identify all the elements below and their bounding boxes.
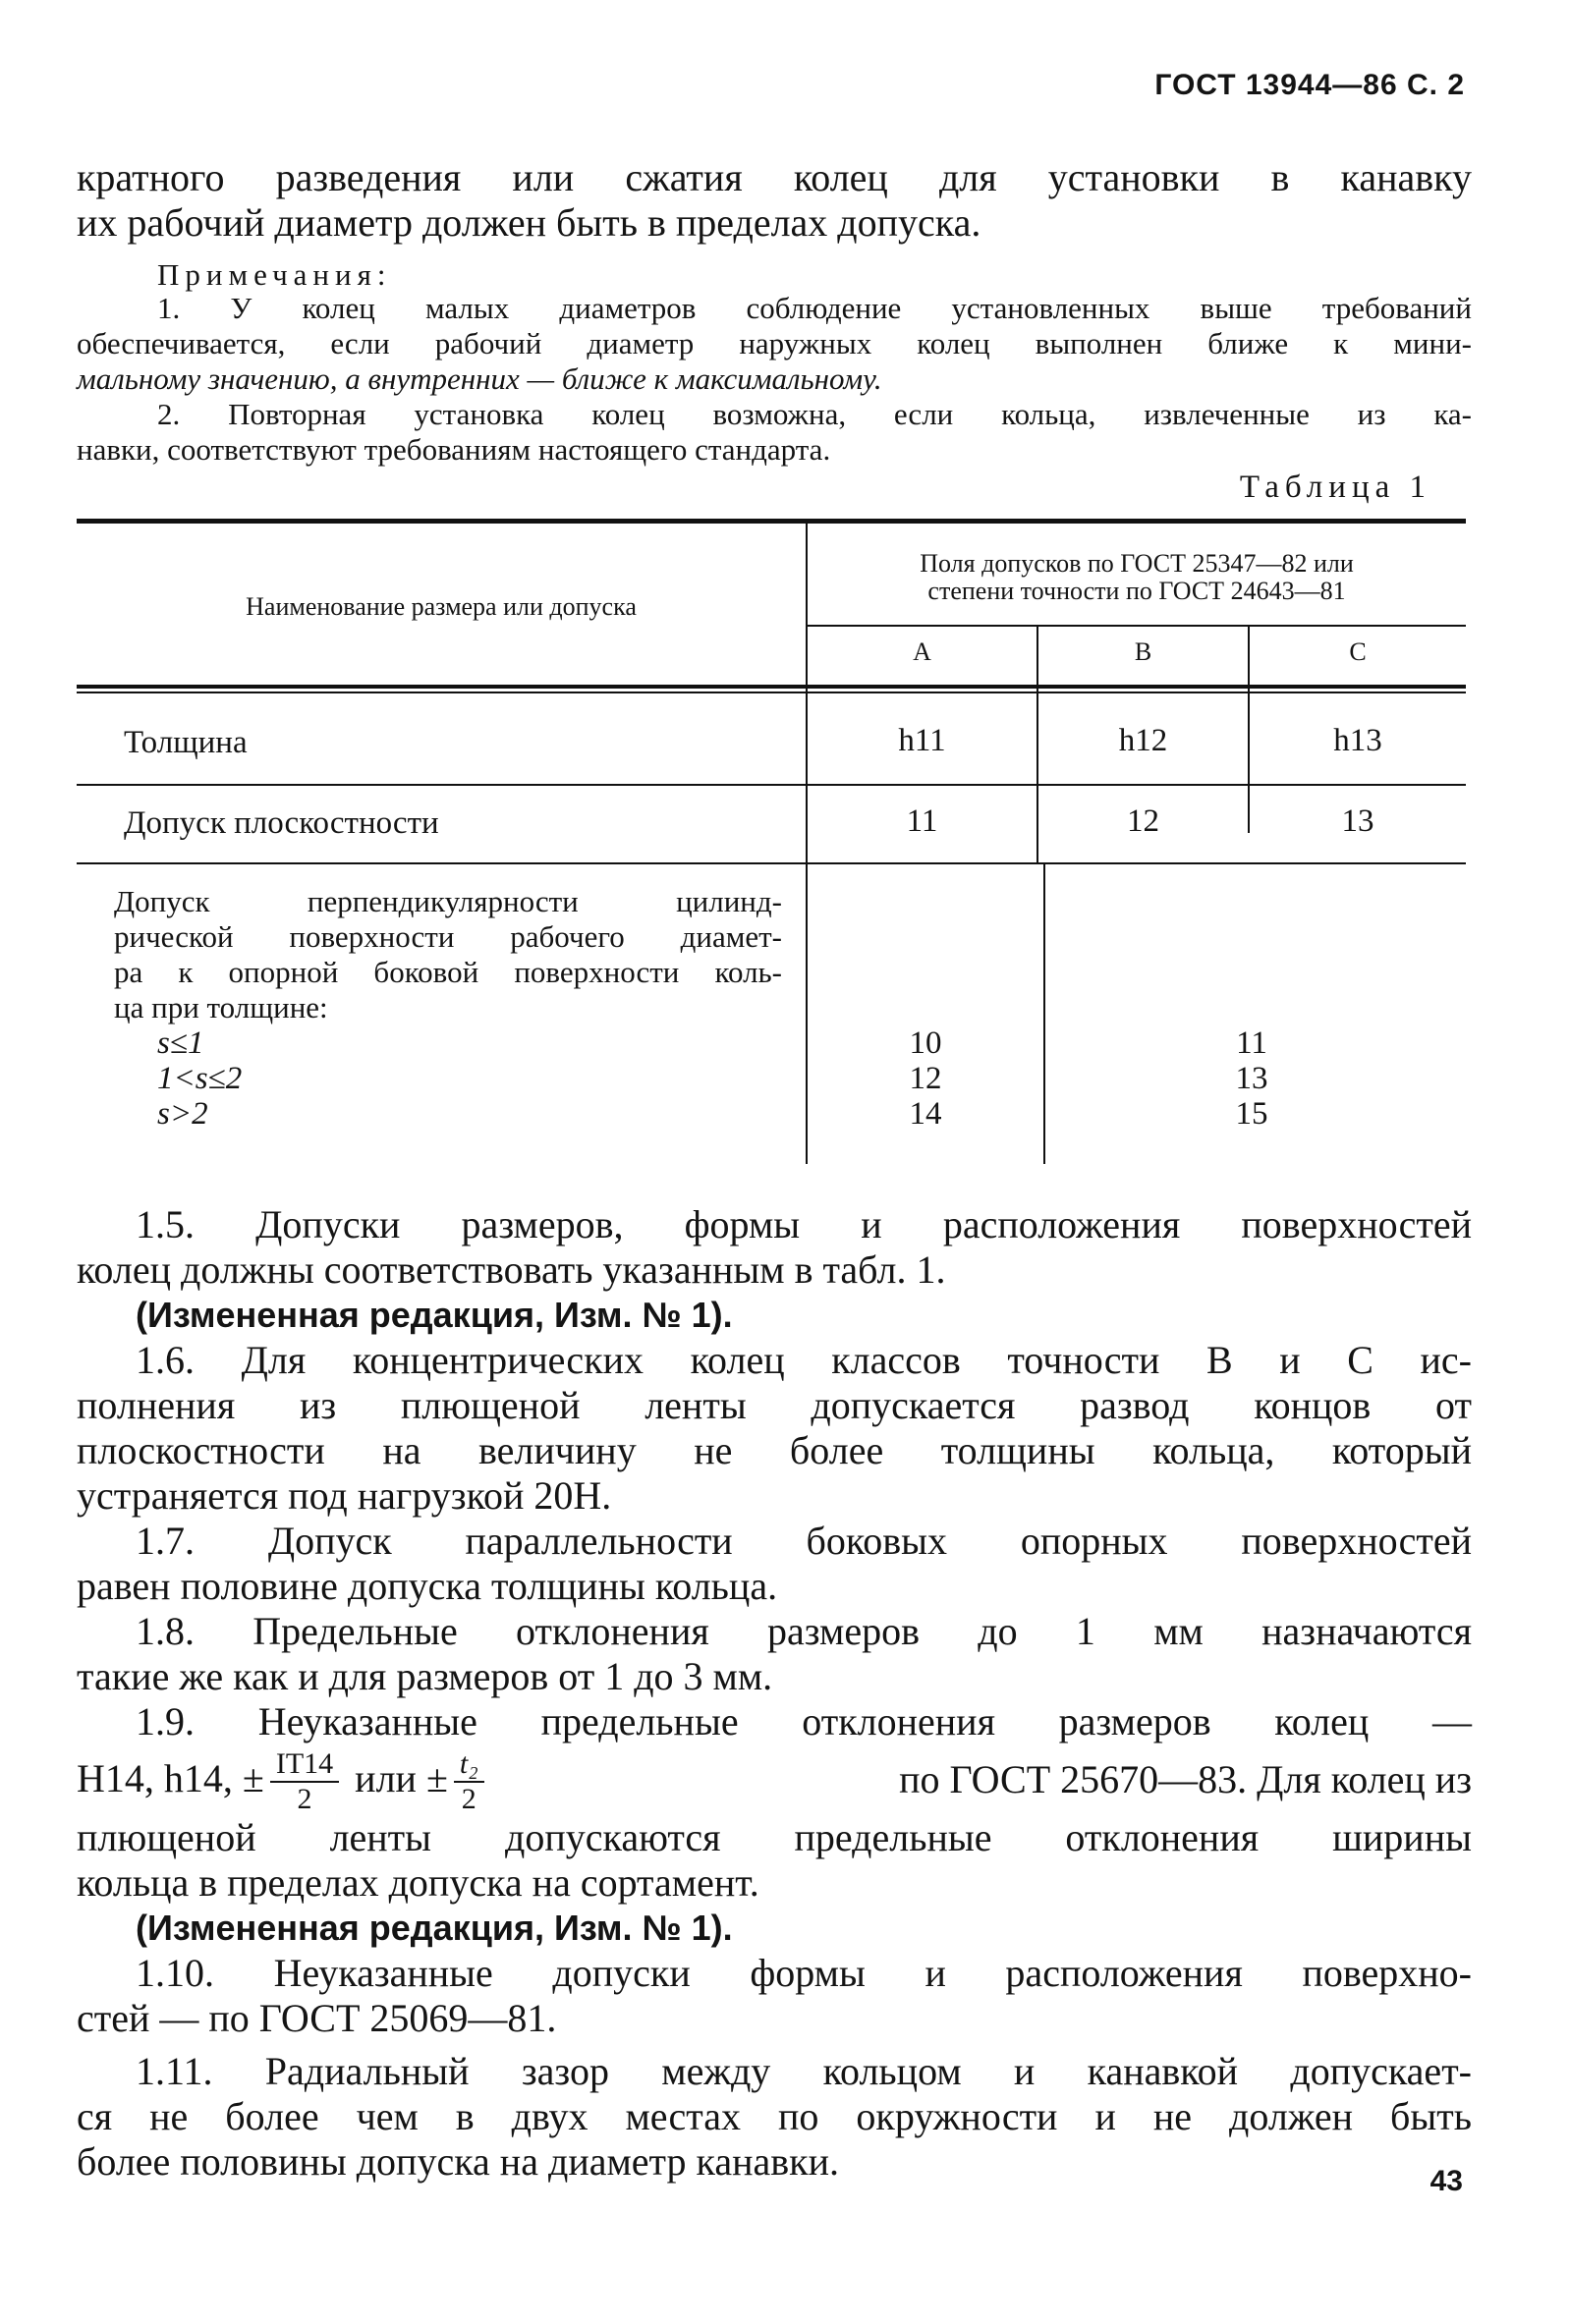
row-value: h11 [898, 723, 946, 758]
row-value: 13 [1341, 803, 1374, 839]
perp-name-line: рической поверхности рабочего диамет- [114, 919, 782, 954]
row-name: Допуск плоскостности [124, 805, 439, 841]
perp-name-line: Допуск перпендикулярности цилинд- [114, 884, 782, 918]
text-line: устраняется под нагрузкой 20Н. [77, 1473, 612, 1518]
text-line: 1.6. Для концентрических колец классов точности В и С ис- [136, 1338, 1472, 1382]
header-fields-line: степени точности по ГОСТ 24643—81 [927, 577, 1346, 605]
perp-conditions [157, 1025, 242, 1132]
revision-note: (Измененная редакция, Изм. № 1). [136, 1908, 733, 1948]
text-line: 1.8. Предельные отклонения размеров до 1 мм назначаются [136, 1609, 1472, 1653]
column-header-a: А [913, 637, 931, 666]
text-line: полнения из плющеной ленты допускается развод концов от [77, 1383, 1472, 1427]
row-value: h12 [1118, 723, 1168, 758]
condition: 1<s≤2 [157, 1061, 243, 1096]
text-line: плоскостности на величину не более толщины кольца, который [77, 1428, 1472, 1472]
table-top-rule [77, 519, 1466, 524]
body-text [77, 1202, 1472, 2185]
notes-block [157, 257, 1474, 293]
note-line: 1. У колец малых диаметров соблюдение установленных выше требований [157, 291, 1472, 325]
column-header-c: С [1349, 637, 1367, 666]
note-line: мальному значению, а внутренних — ближе к максимальному. [77, 361, 882, 396]
text-line: кольца в пределах допуска на сортамент. [77, 1860, 759, 1905]
table-rule [77, 862, 1466, 864]
header-name-cell: Наименование размера или допуска [246, 592, 637, 621]
text-line: 1.11. Радиальный зазор между кольцом и канавкой допускает- [136, 2049, 1472, 2093]
table-caption: Таблица 1 [1239, 470, 1431, 505]
fraction-denominator: 2 [461, 1783, 476, 1816]
perp-name-line: ца при толщине: [114, 990, 328, 1024]
page-number: 43 [1429, 2165, 1463, 2197]
fraction-denominator: 2 [297, 1783, 312, 1816]
text-line: 1.5. Допуски размеров, формы и расположения поверхностей [136, 1202, 1472, 1246]
perp-value: 11 [1236, 1025, 1267, 1061]
formula-text: H14, h14, ± [77, 1755, 264, 1800]
perp-value: 12 [909, 1061, 942, 1096]
column-header-b: В [1134, 637, 1152, 666]
text-line: более половины допуска на диаметр канавки. [77, 2139, 839, 2184]
perp-value: 10 [909, 1025, 942, 1061]
notes-title: Примечания: [157, 257, 392, 292]
row-value: h13 [1333, 723, 1382, 758]
note-line: 2. Повторная установка колец возможна, если кольца, извлеченные из ка- [157, 397, 1472, 431]
condition: s>2 [157, 1096, 208, 1132]
formula-end: по ГОСТ 25670—83. Для колец из [899, 1757, 1472, 1801]
header-fields-cell [808, 550, 1466, 605]
fraction-t2 [454, 1747, 484, 1816]
perp-value: 13 [1235, 1061, 1268, 1096]
text-line: колец должны соответствовать указанным в табл. 1. [77, 1247, 946, 1292]
note-line: обеспечивается, если рабочий диаметр наружных колец выполнен ближе к мини- [77, 326, 1472, 360]
page-header: ГОСТ 13944—86 С. 2 [1154, 69, 1465, 101]
text-line: такие же как и для размеров от 1 до 3 мм. [77, 1654, 773, 1698]
notes-body [77, 291, 1472, 468]
text-line: равен половине допуска толщины кольца. [77, 1564, 778, 1608]
row-value: 11 [906, 803, 938, 839]
text-line: кратного разведения или сжатия колец для установки в канавку [77, 155, 1472, 199]
row-name: Толщина [124, 725, 248, 760]
text-line: 1.7. Допуск параллельности боковых опорных поверхностей [136, 1519, 1472, 1563]
text-line: их рабочий диаметр должен быть в пределах допуска. [77, 200, 981, 245]
fraction-it14 [270, 1747, 339, 1816]
formula-start [77, 1743, 490, 1817]
text-line: стей — по ГОСТ 25069—81. [77, 1996, 557, 2040]
formula-text: или ± [355, 1755, 448, 1800]
perp-name-line: ра к опорной боковой поверхности коль- [114, 955, 782, 989]
text-line: ся не более чем в двух местах по окружности и не должен быть [77, 2094, 1472, 2138]
header-fields-line: Поля допусков по ГОСТ 25347—82 или [920, 549, 1354, 578]
table-header-rule [77, 685, 1466, 689]
text-line: 1.10. Неуказанные допуски формы и расположения поверхно- [136, 1951, 1472, 1995]
perp-name-cell [114, 884, 782, 1025]
table-rule [806, 625, 1466, 627]
table-rule [77, 784, 1466, 786]
perp-value: 14 [909, 1096, 942, 1132]
condition: s≤1 [157, 1025, 204, 1061]
perp-col-a [808, 1025, 1043, 1132]
perp-col-bc [1045, 1025, 1458, 1132]
fraction-numerator: t₂ [454, 1747, 484, 1783]
text-line: плющеной ленты допускаются предельные отклонения ширины [77, 1815, 1472, 1859]
table-header-rule [77, 692, 1466, 693]
revision-note: (Измененная редакция, Изм. № 1). [136, 1295, 733, 1335]
text-line: 1.9. Неуказанные предельные отклонения размеров колец — [136, 1699, 1472, 1743]
fraction-numerator: IT14 [270, 1747, 339, 1783]
intro-paragraph [77, 155, 1472, 246]
perp-value: 15 [1235, 1096, 1268, 1132]
row-value: 12 [1127, 803, 1159, 839]
note-line: навки, соответствуют требованиям настоящего стандарта. [77, 432, 831, 467]
formula-line [77, 1744, 1472, 1815]
